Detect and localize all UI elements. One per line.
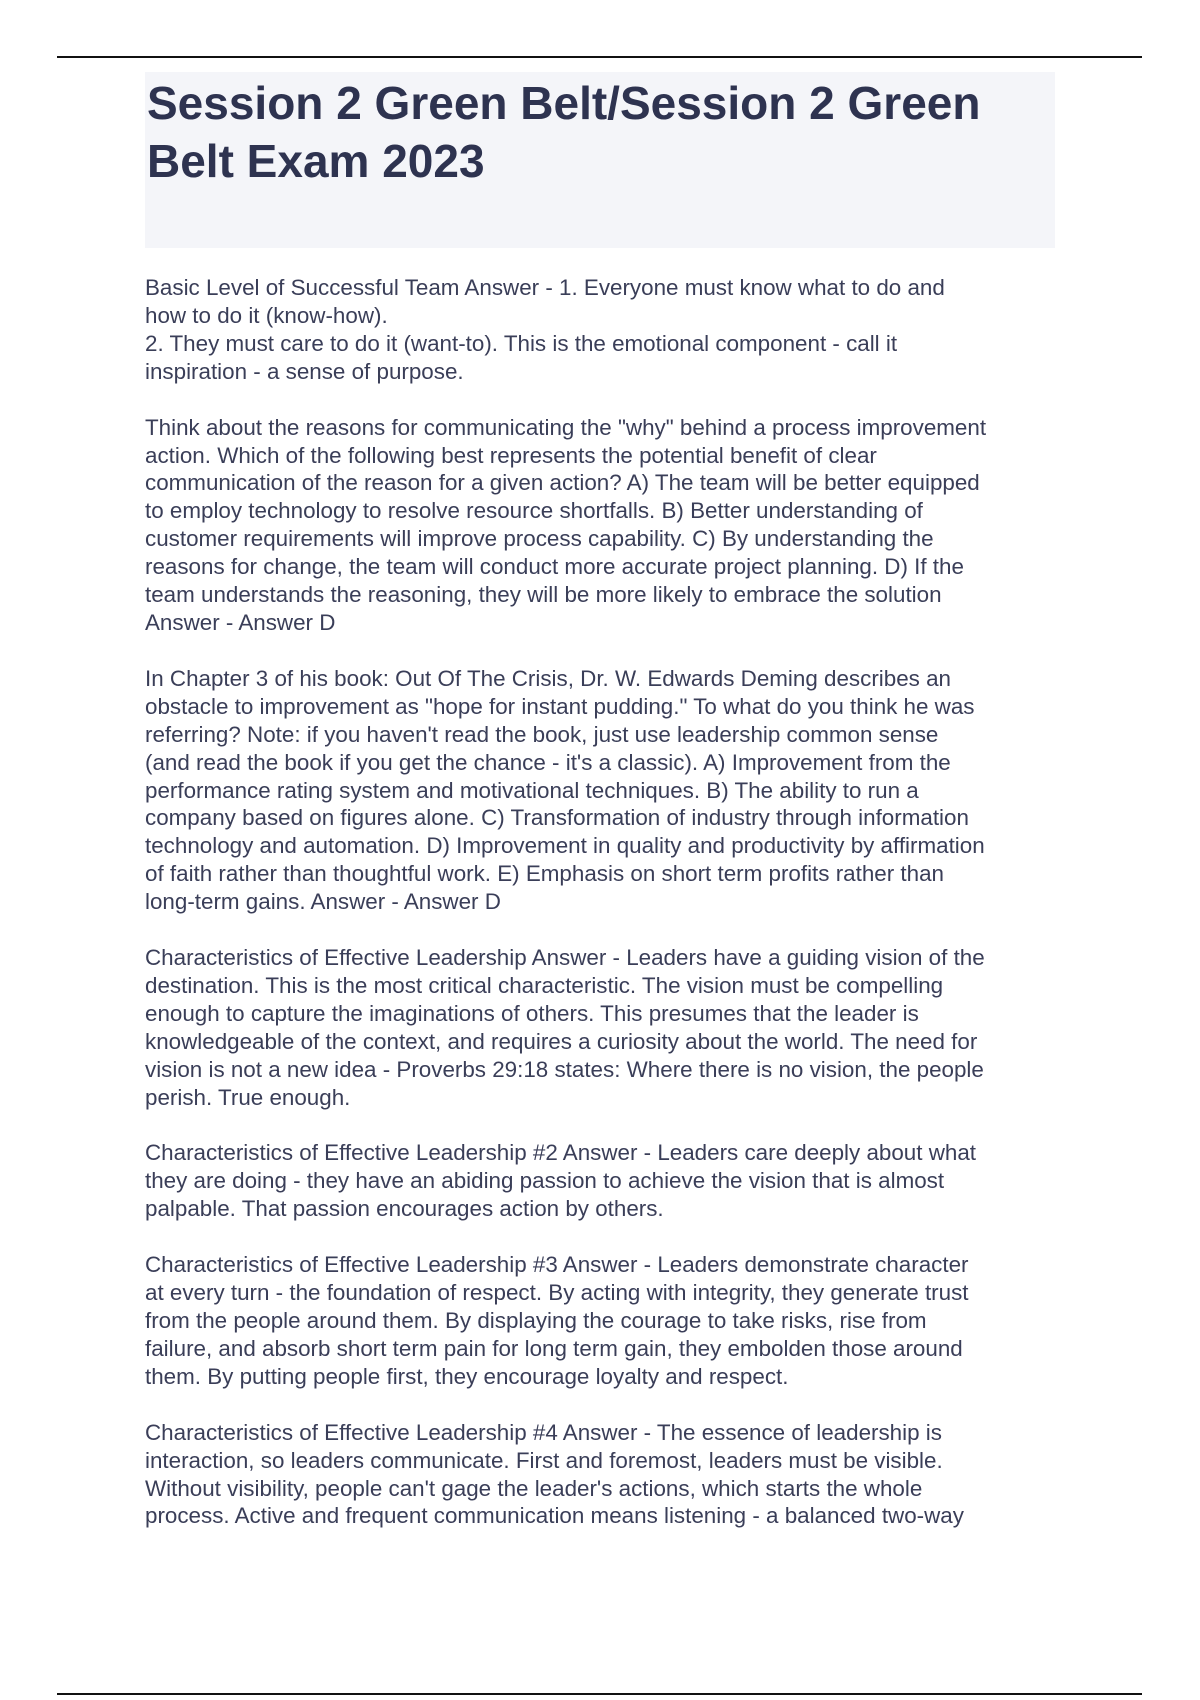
text-line: action. Which of the following best represents the potential benefit of clear [145, 442, 877, 468]
qa-content [145, 274, 1065, 1558]
top-divider [57, 56, 1142, 58]
text-line: process. Active and frequent communication means listening - a balanced two-way [145, 1503, 964, 1529]
bottom-divider [57, 1693, 1142, 1695]
qa-entry-effective-leadership-2 [145, 1139, 1065, 1223]
page-title [147, 72, 1055, 190]
qa-entry-effective-leadership-4 [145, 1419, 1065, 1531]
text-line: destination. This is the most critical characteristic. The vision must be compelling [145, 972, 944, 998]
qa-entry-instant-pudding [145, 665, 1065, 916]
text-line: obstacle to improvement as "hope for instant pudding." To what do you think he was [145, 693, 975, 719]
text-line: 2. They must care to do it (want-to). This is the emotional component - call it [145, 330, 898, 356]
text-line: interaction, so leaders communicate. First and foremost, leaders must be visible. [145, 1447, 943, 1473]
text-line: to employ technology to resolve resource shortfalls. B) Better understanding of [145, 498, 923, 524]
text-line: communication of the reason for a given action? A) The team will be better equipped [145, 470, 980, 496]
text-line: Characteristics of Effective Leadership #2 Answer - Leaders care deeply about what [145, 1140, 976, 1166]
title-line: Belt Exam 2023 [147, 135, 485, 187]
text-line: Without visibility, people can't gage the leader's actions, which starts the whole [145, 1475, 923, 1501]
text-line: how to do it (know-how). [145, 302, 388, 328]
text-line: Characteristics of Effective Leadership #3 Answer - Leaders demonstrate character [145, 1252, 969, 1278]
text-line: technology and automation. D) Improvement in quality and productivity by affirmation [145, 833, 985, 859]
title-banner [145, 72, 1055, 248]
text-line: perish. True enough. [145, 1084, 351, 1110]
text-line: Characteristics of Effective Leadership #4 Answer - The essence of leadership is [145, 1419, 942, 1445]
text-line: failure, and absorb short term pain for long term gain, they embolden those around [145, 1335, 963, 1361]
title-line: Session 2 Green Belt/Session 2 Green [147, 77, 981, 129]
qa-entry-effective-leadership-3 [145, 1251, 1065, 1391]
text-line: company based on figures alone. C) Transformation of industry through information [145, 805, 969, 831]
text-line: performance rating system and motivational techniques. B) The ability to run a [145, 777, 919, 803]
text-line: at every turn - the foundation of respect. By acting with integrity, they generate trust [145, 1280, 969, 1306]
text-line: inspiration - a sense of purpose. [145, 358, 464, 384]
text-line: enough to capture the imaginations of others. This presumes that the leader is [145, 1000, 919, 1026]
text-line: referring? Note: if you haven't read the book, just use leadership common sense [145, 721, 939, 747]
text-line: they are doing - they have an abiding passion to achieve the vision that is almost [145, 1168, 945, 1194]
qa-entry-effective-leadership-1 [145, 944, 1065, 1111]
text-line: reasons for change, the team will conduct more accurate project planning. D) If the [145, 554, 964, 580]
text-line: from the people around them. By displaying the courage to take risks, rise from [145, 1308, 927, 1333]
text-line: long-term gains. Answer - Answer D [145, 889, 501, 915]
qa-entry-communicating-why [145, 414, 1065, 637]
text-line: Characteristics of Effective Leadership Answer - Leaders have a guiding vision of the [145, 945, 985, 971]
text-line: Basic Level of Successful Team Answer - 1. Everyone must know what to do and [145, 275, 945, 300]
qa-entry-basic-level-team [145, 274, 1065, 386]
text-line: (and read the book if you get the chance - it's a classic). A) Improvement from the [145, 749, 951, 775]
text-line: team understands the reasoning, they will be more likely to embrace the solution [145, 582, 942, 608]
text-line: Think about the reasons for communicating the "why" behind a process improvement [145, 414, 987, 440]
text-line: customer requirements will improve process capability. C) By understanding the [145, 526, 934, 552]
text-line: them. By putting people first, they encourage loyalty and respect. [145, 1363, 789, 1389]
text-line: vision is not a new idea - Proverbs 29:18 states: Where there is no vision, the people [145, 1056, 984, 1082]
text-line: Answer - Answer D [145, 609, 336, 635]
text-line: palpable. That passion encourages action by others. [145, 1196, 664, 1222]
text-line: In Chapter 3 of his book: Out Of The Crisis, Dr. W. Edwards Deming describes an [145, 665, 951, 691]
text-line: of faith rather than thoughtful work. E) Emphasis on short term profits rather than [145, 861, 944, 887]
text-line: knowledgeable of the context, and requires a curiosity about the world. The need for [145, 1028, 978, 1054]
